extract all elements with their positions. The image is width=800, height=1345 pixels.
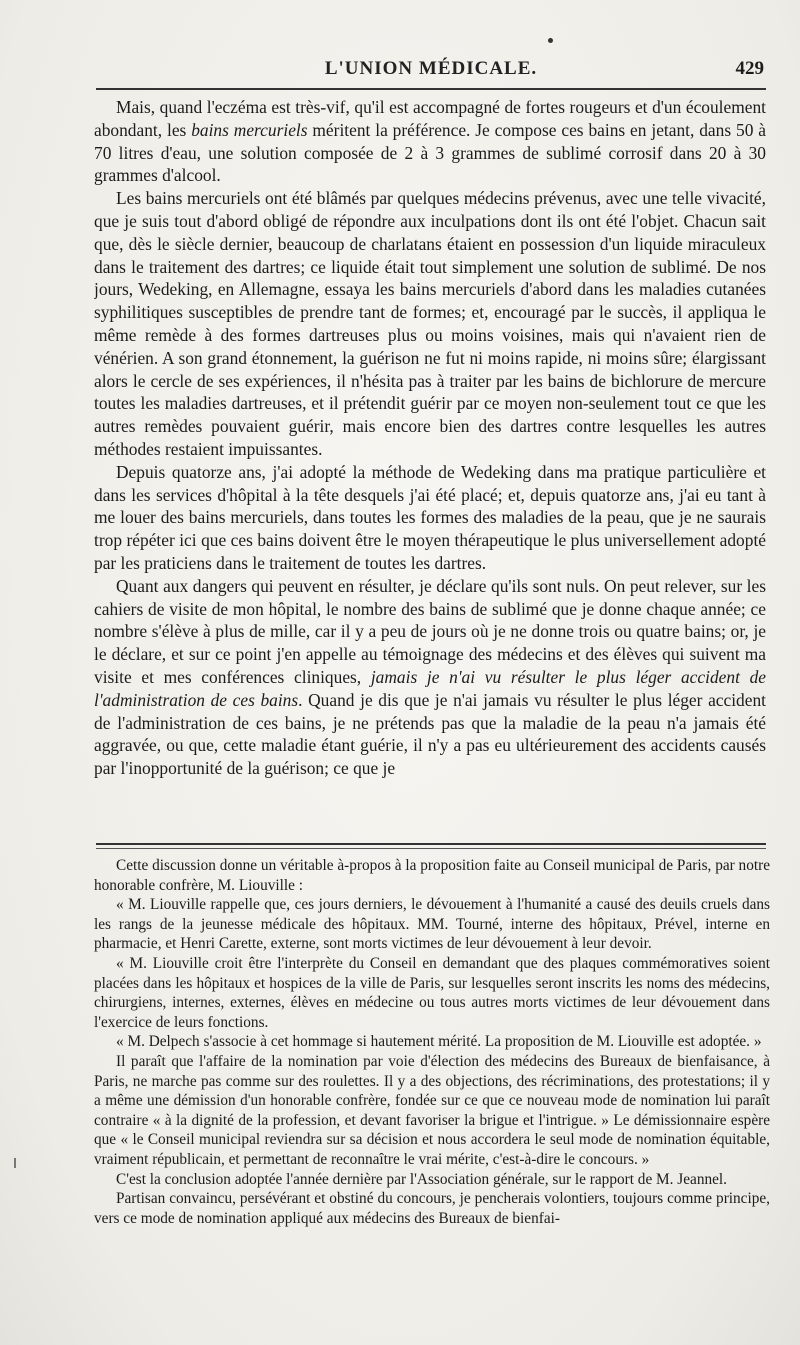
main-paragraph: Depuis quatorze ans, j'ai adopté la méthode de Wedeking dans ma pratique particulière et dans les services d'hôpital à la tête desquels j'ai été placé; et, depuis quatorze ans, j'ai eu tant à me louer des bains mercuriels, dans toutes les formes des maladies de la peau, que je ne saurais trop répéter ici que ces bains doivent être le moyen thérapeutique le plus universellement adopté par les praticiens dans le traitement de toutes les dartres.: [94, 461, 766, 573]
italic-text: bains mercuriels: [191, 119, 308, 140]
margin-mark: [14, 1158, 16, 1168]
note-paragraph: Il paraît que l'affaire de la nomination par voie d'élection des médecins des Bureaux de bienfaisance, à Paris, ne marche pas comme sur des roulettes. Il y a des objections, des récriminations, des protestations; il y a même une démission d'un honorable confrère, fondée sur ce que ce nouveau mode de nomination lui paraît contraire « à la dignité de la profession, et devant favoriser la brigue et l'intrigue. » Le démissionnaire espère que « le Conseil municipal reviendra sur sa décision et nous accordera le seul mode de nomination équitable, vraiment républicain, et permettant de reconnaître le vrai mérite, c'est-à-dire le concours. »: [94, 1052, 770, 1168]
running-header: [96, 56, 766, 86]
section-rule-thin: [96, 848, 766, 849]
main-text: [94, 96, 766, 832]
main-paragraph: Les bains mercuriels ont été blâmés par quelques médecins prévenus, avec une telle vivacité, que je suis tout d'abord obligé de répondre aux inculpations dont ils ont été l'objet. Chacun sait que, dès le siècle dernier, beaucoup de charlatans étaient en possession d'un liquide miraculeux dans le traitement des dartres; ce liquide était tout simplement une solution de sublimé. De nos jours, Wedeking, en Allemagne, essaya les bains mercuriels d'abord dans les maladies cutanées syphilitiques susceptibles de prendre tant de formes; et, encouragé par le succès, il appliqua le même remède à des formes dartreuses plus ou moins voisines, mais qui n'avaient rien de vénérien. A son grand étonnement, la guérison ne fut ni moins rapide, ni moins sûre; élargissant alors le cercle de ses expériences, il n'hésita pas à traiter par les bains de bichlorure de mercure toutes les maladies dartreuses, et il prétendit guérir par ce moyen non-seulement tout ce que les autres remèdes pouvaient guérir, mais encore bien des dartres contre lesquelles les autres méthodes restaient impuissantes.: [94, 188, 766, 459]
main-paragraph: Mais, quand l'eczéma est très-vif, qu'il est accompagné de fortes rougeurs et d'un écoulement abondant, les bains mercuriels méritent la préférence. Je compose ces bains en jetant, dans 50 à 70 litres d'eau, une solution composée de 2 à 3 grammes de sublimé corrosif dans 20 à 30 grammes d'alcool.: [94, 97, 766, 186]
section-rule: [96, 843, 766, 845]
note-paragraph: Cette discussion donne un véritable à-propos à la proposition faite au Conseil municipal de Paris, par notre honorable confrère, M. Liouville :: [94, 857, 770, 894]
main-paragraph: Quant aux dangers qui peuvent en résulter, je déclare qu'ils sont nuls. On peut relever, sur les cahiers de visite de mon hôpital, le nombre des bains de sublimé que je donne chaque année; ce nombre s'élève à plus de mille, car il y a peu de jours où je ne donne trois ou quatre bains; or, je le déclare, et sur ce point j'en appelle au témoignage des médecins et des élèves qui suivent ma visite et mes conférences cliniques, jamais je n'ai vu résulter le plus léger accident de l'administration de ces bains. Quand je dis que je n'ai jamais vu résulter le plus léger accident de l'administration de ces bains, je ne prétends pas que la maladie de la peau n'a jamais été aggravée, ou que, cette maladie étant guérie, il n'y a pas eu ultérieurement des accidents causés par l'inopportunité de la guérison; ce que je: [94, 575, 766, 779]
journal-title: L'UNION MÉDICALE.: [324, 58, 538, 79]
page-number: 429: [735, 58, 764, 79]
note-paragraph: « M. Liouville rappelle que, ces jours derniers, le dévouement à l'humanité a causé des deuils cruels dans les rangs de la jeunesse médicale des hôpitaux. MM. Tourné, interne des hôpitaux, Prével, interne en pharmacie, et Henri Carette, externe, sont morts victimes de leur dévouement à leur devoir.: [94, 896, 770, 953]
feuilleton-notes: [94, 856, 770, 1336]
note-paragraph: C'est la conclusion adoptée l'année dernière par l'Association générale, sur le rapport de M. Jeannel.: [116, 1170, 727, 1188]
note-paragraph: « M. Delpech s'associe à cet hommage si hautement mérité. La proposition de M. Liouville est adoptée. »: [116, 1033, 762, 1051]
header-dot: [548, 38, 553, 43]
italic-text: jamais je n'ai vu résulter le plus léger accident de l'administration de ces bains: [94, 666, 766, 710]
header-rule: [96, 88, 766, 90]
note-paragraph: Partisan convaincu, persévérant et obstiné du concours, je pencherais volontiers, toujours comme principe, vers ce mode de nomination appliqué aux médecins des Bureaux de bienfai-: [94, 1190, 770, 1227]
note-paragraph: « M. Liouville croit être l'interprète du Conseil en demandant que des plaques commémoratives soient placées dans les hôpitaux et hospices de la ville de Paris, sur lesquelles seront inscrits les noms des médecins, chirurgiens, internes, externes, élèves en médecine ou tous autres morts victimes de leur dévouement dans l'exercice de leurs fonctions.: [94, 954, 770, 1031]
